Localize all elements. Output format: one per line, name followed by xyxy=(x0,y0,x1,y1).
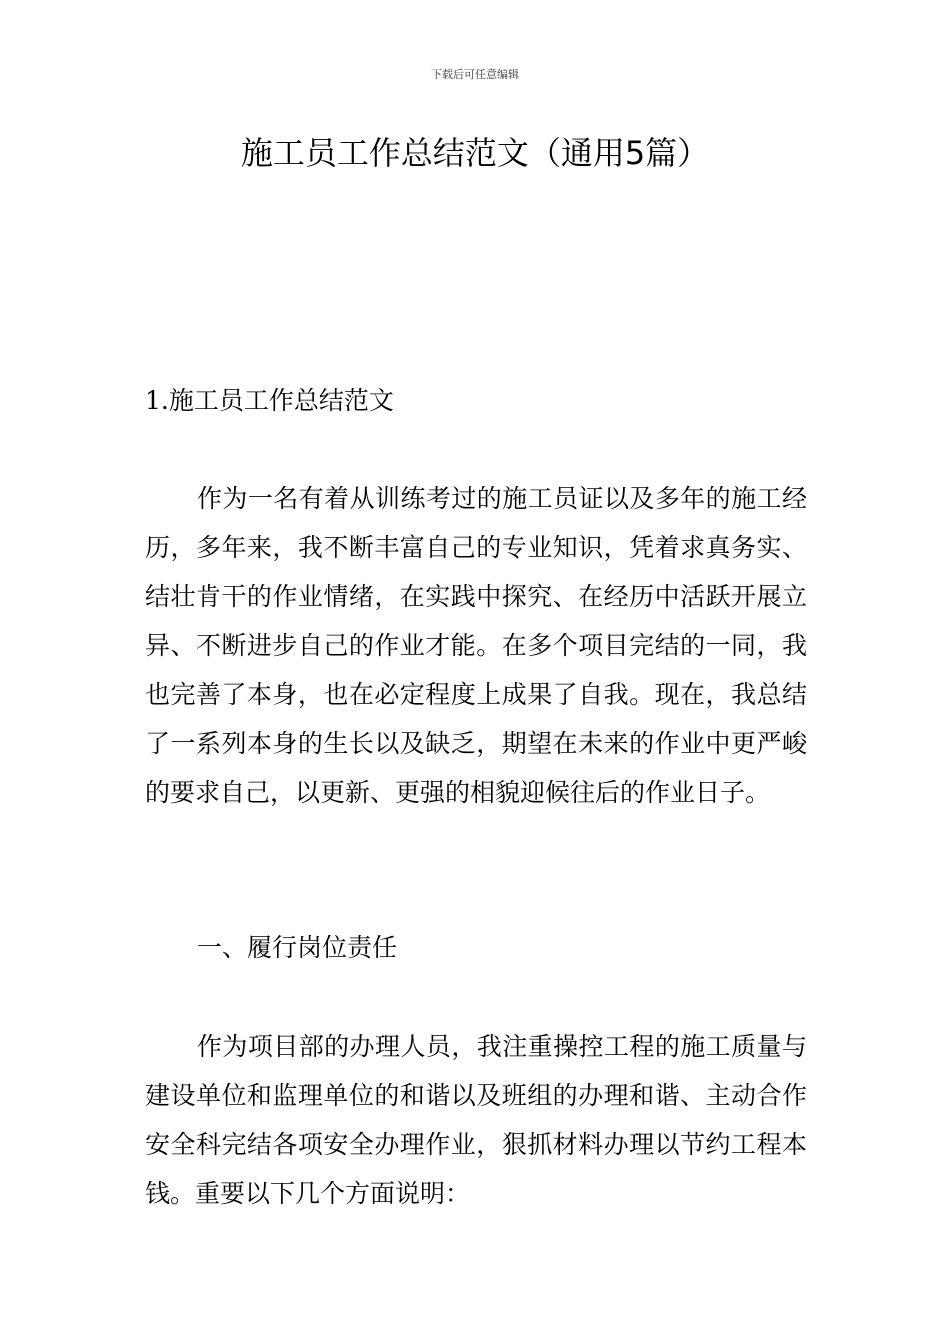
subheading-duties: 一、履行岗位责任 xyxy=(197,933,398,962)
document-title: 施工员工作总结范文（通用5篇） xyxy=(240,134,710,172)
paragraph-intro: 作为一名有着从训练考过的施工员证以及多年的施工经历，多年来，我不断丰富自己的专业知识，凭着求真务实、结壮肯干的作业情绪，在实践中探究、在经历中活跃开展立异、不断进步自己的作业才能。在多个项目完结的一同，我也完善了本身，也在必定程度上成果了自我。现在，我总结了一系列本身的生长以及缺乏，期望在未来的作业中更严峻的要求自己，以更新、更强的相貌迎候往后的作业日子。 xyxy=(145,484,807,807)
section-heading: 1.施工员工作总结范文 xyxy=(145,386,394,415)
paragraph-duties: 作为项目部的办理人员，我注重操控工程的施工质量与建设单位和监理单位的和谐以及班组的办理和谐、主动合作安全科完结各项安全办理作业，狠抓材料办理以节约工程本钱。重要以下几个方面说明： xyxy=(145,1032,807,1208)
header-note: 下载后可任意编辑 xyxy=(431,68,519,81)
